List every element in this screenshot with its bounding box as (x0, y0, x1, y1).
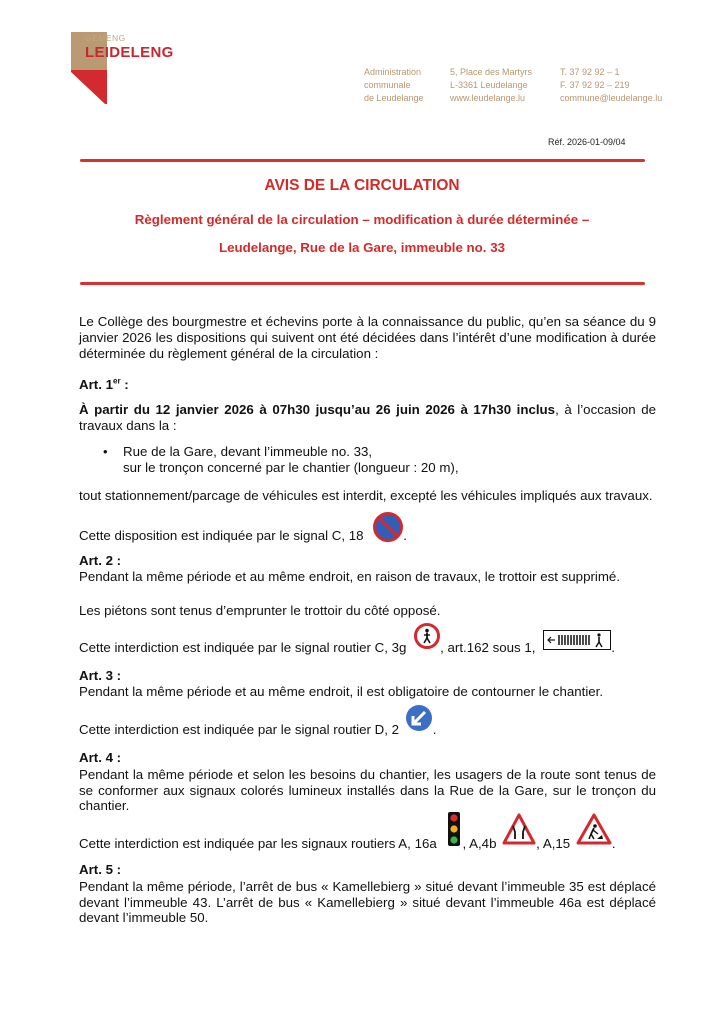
logo-gemeng: GEMENG (85, 33, 126, 43)
email-link[interactable]: commune@leudelange.lu (560, 93, 663, 103)
art4-text: Pendant la même période et selon les besoins du chantier, les usagers de la route sont tenus de se conformer aux signaux colorés lumineux installés dans la Rue de la Gare, sur le tronçon du chantier. (79, 767, 656, 813)
reference-number: Réf. 2026-01-09/04 (548, 137, 626, 147)
art4-heading: Art. 4 : (79, 750, 122, 765)
header-address: 5, Place des Martyrs L-3361 Leudelange www.leudelange.lu (450, 67, 533, 103)
bottom-divider (80, 282, 645, 285)
intro-paragraph: Le Collège des bourgmestre et échevins porte à la connaissance du public, qu’en sa séance du 9 janvier 2026 les dispositions qui suivent ont été décidées dans l’intérêt d’une modification à durée déterminée du règlement général de la circulation : (79, 314, 656, 361)
art2-sign-line: Cette interdiction est indiquée par le signal routier C, 3g , art.162 sous 1, . (79, 622, 656, 652)
keep-left-sign-icon (405, 704, 433, 732)
top-divider (80, 159, 645, 162)
road-narrows-sign-icon (502, 813, 536, 845)
art2-text: Pendant la même période et au même endroit, en raison de travaux, le trottoir est supprimé. (79, 569, 621, 584)
art4-sign-line: Cette interdiction est indiquée par les signaux routiers A, 16a , A,4b , A,15 . (79, 812, 656, 850)
art1-bullet: Rue de la Gare, devant l’immeuble no. 33, sur le tronçon concerné par le chantier (longueur : 20 m), (123, 444, 459, 475)
roadworks-sign-icon (576, 813, 612, 845)
art3-heading: Art. 3 : (79, 668, 122, 683)
traffic-light-icon (446, 812, 462, 846)
commune-logo (71, 32, 211, 104)
header-admin: Administration communale de Leudelange (364, 67, 424, 103)
bullet-dot: • (103, 444, 108, 459)
header-contact: T. 37 92 92 – 1 F. 37 92 92 – 219 commune@leudelange.lu (560, 67, 663, 103)
logo-leideleng: LEIDELENG (85, 44, 174, 61)
no-pedestrians-sign-icon (414, 622, 440, 650)
notice-subtitle-2: Leudelange, Rue de la Gare, immeuble no. 33 (219, 240, 505, 255)
art5-text: Pendant la même période, l’arrêt de bus « Kamellebierg » situé devant l’immeuble 35 est déplacé devant l’immeuble 43. L’arrêt de bus « Kamellebierg » situé devant l’immeuble 46a est déplacé devant l’immeuble 50. (79, 879, 656, 925)
no-parking-sign-icon (373, 512, 403, 542)
art1-heading: Art. 1er : (79, 376, 129, 392)
closed-sidewalk-panel-icon (543, 630, 611, 650)
art3-text: Pendant la même période et au même endroit, il est obligatoire de contourner le chantier. (79, 684, 604, 699)
art2-text2: Les piétons sont tenus d’emprunter le trottoir du côté opposé. (79, 603, 441, 618)
notice-title: AVIS DE LA CIRCULATION (264, 177, 460, 194)
art5-heading: Art. 5 : (79, 862, 122, 877)
art1-rule: tout stationnement/parcage de véhicules est interdit, excepté les véhicules impliqués aux travaux. (79, 488, 653, 503)
art2-heading: Art. 2 : (79, 553, 122, 568)
website-link[interactable]: www.leudelange.lu (450, 93, 526, 103)
art1-sign-line: Cette disposition est indiquée par le signal C, 18 . (79, 512, 656, 540)
art1-period: À partir du 12 janvier 2026 à 07h30 jusqu’au 26 juin 2026 à 17h30 inclus, à l’occasion de travaux dans la : (79, 402, 656, 433)
notice-subtitle-1: Règlement général de la circulation – modification à durée déterminée – (134, 212, 590, 227)
art3-sign-line: Cette interdiction est indiquée par le signal routier D, 2 . (79, 704, 656, 734)
